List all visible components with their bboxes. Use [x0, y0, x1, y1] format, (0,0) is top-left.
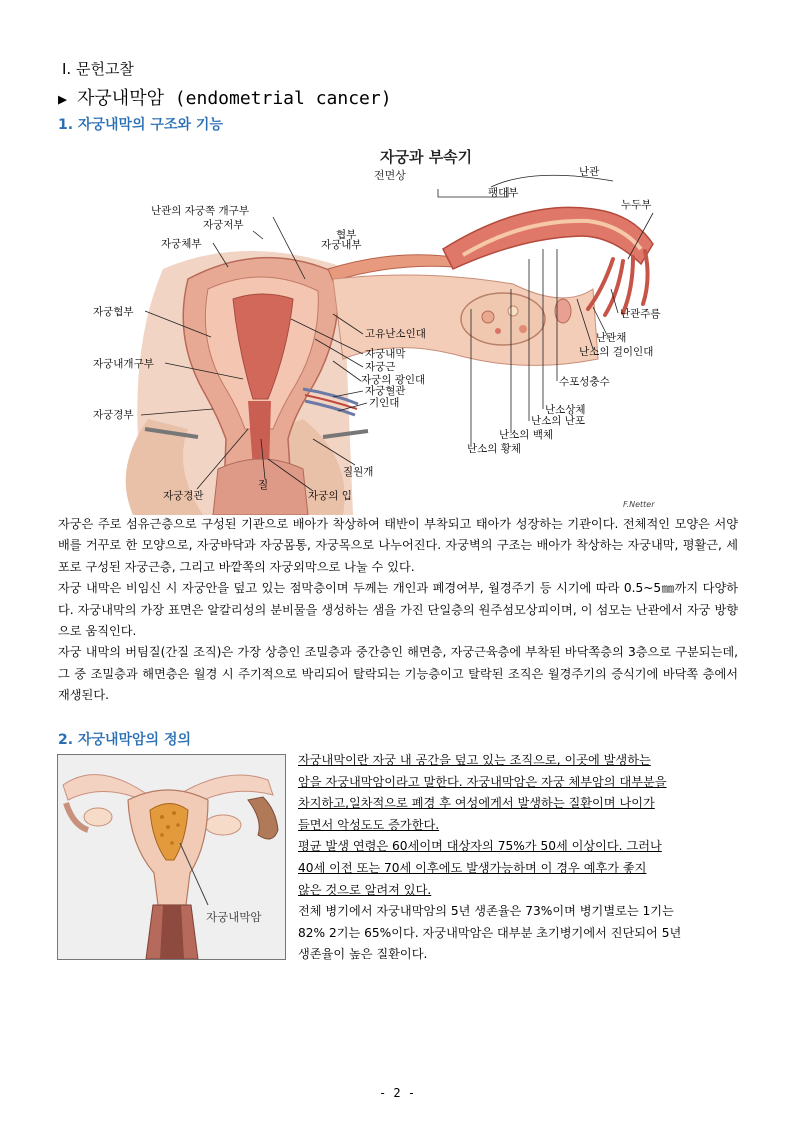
def-line-1: 자궁내막이란 자궁 내 공간을 덮고 있는 조직으로, 이곳에 발생하는	[298, 753, 651, 767]
label-ovum: 난소의 난포	[531, 415, 586, 427]
main-heading	[58, 84, 392, 110]
figure-signature: F.Netter	[623, 500, 655, 509]
label-uterine-vessels: 자궁혈관	[365, 385, 406, 397]
label-fimbriae: 난관채	[596, 332, 627, 344]
paragraph-3: 자궁 내막의 버팀질(간질 조직)은 가장 상층인 조밀층과 중간층인 해면층, 자궁근육층에 부착된 바닥쪽층의 3층으로 구분되는데, 그 중 조밀층과 해면층은 월경 시 주기적으로 박리되어 탈락되는 기능층이고 탈락된 조직은 월경주기의 증식기에 바닥쪽 층에서 재생된다.	[58, 645, 738, 703]
label-internal-os: 자궁내개구부	[93, 358, 154, 370]
def-line-5: 평균 발생 연령은 60세이며 대상자의 75%가 50세 이상이다. 그러나	[298, 839, 662, 854]
label-cervical-canal: 자궁경관	[163, 490, 204, 502]
label-fornix: 질원개	[343, 466, 374, 478]
label-isthmus-tube: 협부	[336, 229, 357, 241]
label-tubal-fold: 난관주름	[620, 308, 661, 320]
label-ovary-suspensory: 난소의 걸이인대	[579, 346, 654, 358]
label-uterine-body: 자궁체부	[161, 238, 202, 250]
def-line-6: 40세 이전 또는 70세 이후에도 발생가능하며 이 경우 예후가 좋지	[298, 860, 647, 875]
def-line-10: 생존율이 높은 질환이다.	[298, 947, 428, 962]
page-number: - 2 -	[378, 1086, 416, 1100]
label-fundus: 자궁저부	[203, 219, 244, 231]
chapter-heading: Ⅰ. 문헌고찰	[62, 60, 134, 78]
paragraph-2: 자궁 내막은 비임신 시 자궁안을 덮고 있는 점막층이며 두께는 개인과 폐경여부, 월경주기 등 시기에 따라 0.5~5㎜까지 다양하다. 자궁내막의 가장 표면은 알칼리성의 분비물을 생성하는 샘을 가진 단일층의 원주섬모상피이며, 이 섬모는 난관에서 자궁 방향으로 움직인다.	[58, 581, 738, 639]
def-line-7: 않은 것으로 알려져 있다.	[298, 882, 432, 897]
endometrial-cancer-figure	[57, 754, 286, 960]
label-oviduct: 난관	[579, 166, 600, 178]
label-vagina: 질	[258, 479, 269, 491]
section1-body	[58, 514, 738, 707]
label-myometrium: 자궁근	[365, 361, 396, 373]
def-line-3: 차지하고,일차적으로 폐경 후 여성에게서 발생하는 질환이며 나이가	[298, 796, 655, 811]
label-interstitial: 자궁내부	[321, 239, 362, 251]
uterus-anatomy-figure	[93, 139, 665, 515]
label-primary-follicle: 난소상체	[545, 404, 586, 416]
label-cardinal-ligament: 기인대	[369, 397, 400, 409]
label-broad-ligament: 자궁의 광인대	[361, 374, 426, 386]
label-corpus-albicans: 난소의 백체	[499, 429, 554, 441]
label-uterine-isthmus: 자궁협부	[93, 306, 134, 318]
section2-body	[298, 750, 740, 966]
section2-title: 2. 자궁내막암의 정의	[58, 732, 191, 748]
label-external-os: 자궁의 입	[308, 490, 352, 502]
paragraph-1: 자궁은 주로 섬유근층으로 구성된 기관으로 배아가 착상하여 태반이 부착되고 태아가 성장하는 기관이다. 전체적인 모양은 서양배를 거꾸로 한 모양으로, 자궁바닥과 자궁몸통, 자궁목으로 나누어진다. 자궁벽의 구조는 배아가 착상하는 자궁내막, 평활근, 세포로 구성된 자궁근층, 그리고 바깥쪽의 자궁외막으로 나눌 수 있다.	[58, 517, 738, 574]
label-corpus-luteum: 난소의 황체	[467, 443, 522, 455]
label-tubal-opening: 난관의 자궁쪽 개구부	[151, 205, 249, 217]
def-line-2: 암을 자궁내막암이라고 말한다. 자궁내막암은 자궁 체부암의 대부분을	[298, 774, 667, 789]
figure-subtitle: 전면상	[374, 169, 406, 182]
section1-title: 1. 자궁내막의 구조와 기능	[58, 117, 223, 133]
label-ampulla: 팽대부	[488, 187, 519, 199]
heading-marker: ▶	[58, 90, 68, 108]
def-line-8: 전체 병기에서 자궁내막암의 5년 생존율은 73%이며 병기별로는 1기는	[298, 904, 674, 919]
label-cervix: 자궁경부	[93, 409, 134, 421]
figure2-label: 자궁내막암	[206, 910, 262, 924]
label-vesicular-follicle: 수포성충수	[559, 376, 610, 388]
label-infundibulum: 누두부	[621, 199, 652, 211]
main-heading-text: 자궁내막암 (endometrial cancer)	[77, 88, 392, 109]
def-line-4: 들면서 악성도도 증가한다.	[298, 817, 440, 832]
label-endometrium: 자궁내막	[365, 348, 406, 360]
label-ovarian-ligament: 고유난소인대	[365, 328, 426, 340]
figure-title: 자궁과 부속기	[380, 148, 473, 166]
def-line-9: 82% 2기는 65%이다. 자궁내막암은 대부분 초기병기에서 진단되어 5년	[298, 925, 682, 940]
